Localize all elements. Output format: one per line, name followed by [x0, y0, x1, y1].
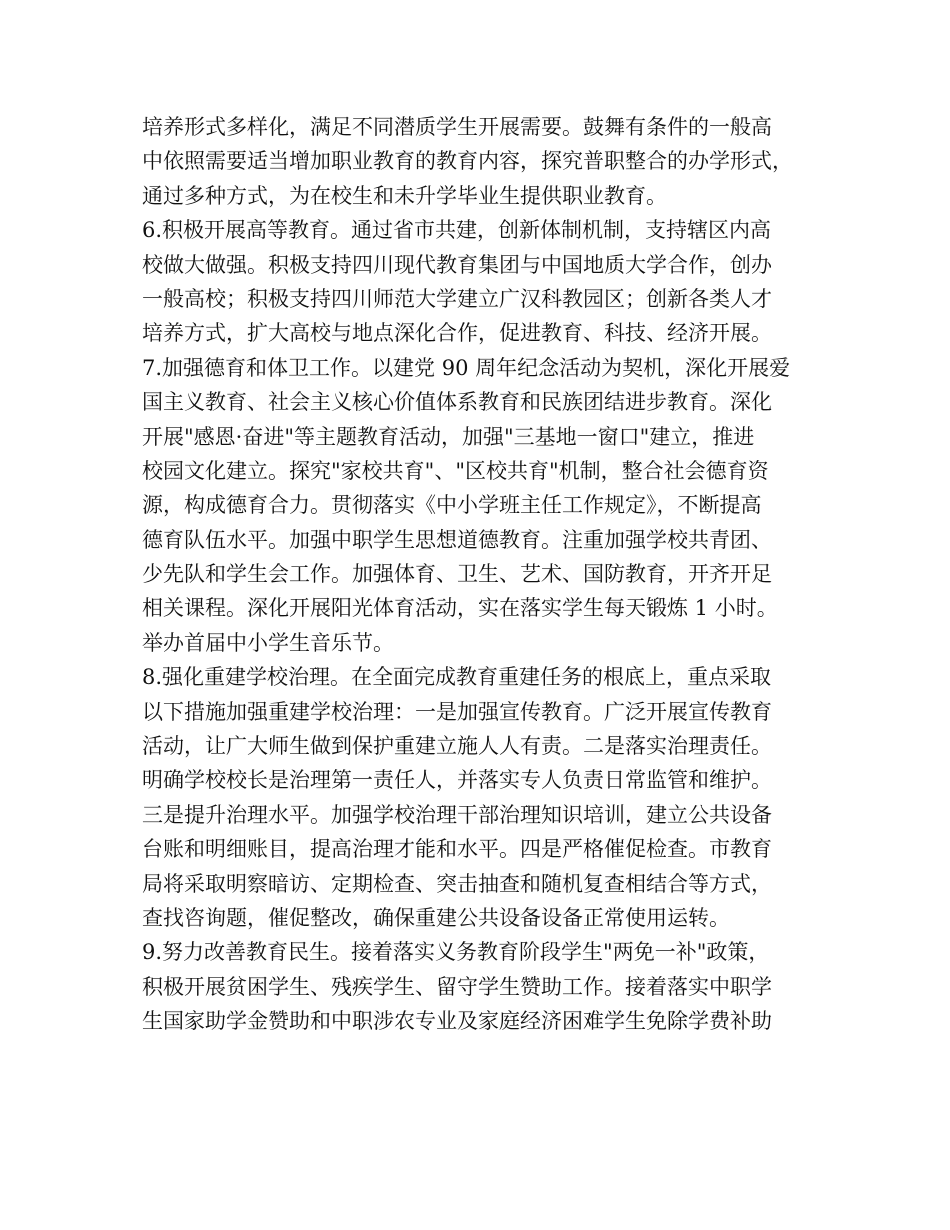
text-line: 少先队和学生会工作。加强体育、卫生、艺术、国防教育，开齐开足	[142, 562, 772, 587]
text-line: 开展"感恩·奋进"等主题教育活动，加强"三基地一窗口"建立，推进	[142, 424, 755, 449]
text-line: 通过多种方式，为在校生和未升学毕业生提供职业教育。	[142, 183, 667, 208]
text-line: 查找咨询题，催促整改，确保重建公共设备设备正常使用运转。	[142, 905, 730, 930]
text-line: 德育队伍水平。加强中职学生思想道德教育。注重加强学校共青团、	[142, 527, 772, 552]
text-line: 生国家助学金赞助和中职涉农专业及家庭经济困难学生免除学费补助	[142, 1009, 772, 1034]
text-line: 以下措施加强重建学校治理：一是加强宣传教育。广泛开展宣传教育	[142, 699, 772, 724]
text-line: 相关课程。深化开展阳光体育活动，实在落实学生每天锻炼 1 小时。	[142, 596, 778, 621]
text-line: 中依照需要适当增加职业教育的教育内容，探究普职整合的办学形式，	[142, 149, 793, 174]
text-line: 9.努力改善教育民生。接着落实义务教育阶段学生"两免一补"政策，	[142, 940, 770, 965]
text-line: 明确学校校长是治理第一责任人，并落实专人负责日常监管和维护。	[142, 768, 772, 793]
text-line: 校做大做强。积极支持四川现代教育集团与中国地质大学合作，创办	[142, 252, 772, 277]
text-line: 源，构成德育合力。贯彻落实《中小学班主任工作规定》，不断提高	[142, 493, 762, 518]
text-line: 国主义教育、社会主义核心价值体系教育和民族团结进步教育。深化	[142, 390, 772, 415]
text-line: 三是提升治理水平。加强学校治理干部治理知识培训，建立公共设备	[142, 802, 772, 827]
document-body	[142, 110, 832, 1039]
text-line: 培养形式多样化，满足不同潜质学生开展需要。鼓舞有条件的一般高	[142, 115, 772, 139]
text-line: 7.加强德育和体卫工作。以建党 90 周年纪念活动为契机，深化开展爱	[142, 355, 791, 380]
text-line: 8.强化重建学校治理。在全面完成教育重建任务的根底上，重点采取	[142, 665, 772, 690]
text-line: 举办首届中小学生音乐节。	[142, 630, 394, 655]
text-line: 积极开展贫困学生、残疾学生、留守学生赞助工作。接着落实中职学	[142, 974, 772, 999]
text-line: 局将采取明察暗访、定期检查、突击抽查和随机复查相结合等方式，	[142, 871, 772, 896]
text-line: 一般高校；积极支持四川师范大学建立广汉科教园区；创新各类人才	[142, 286, 772, 311]
text-line: 培养方式，扩大高校与地点深化合作，促进教育、科技、经济开展。	[142, 321, 772, 346]
text-line: 6.积极开展高等教育。通过省市共建，创新体制机制，支持辖区内高	[142, 218, 772, 243]
text-line: 台账和明细账目，提高治理才能和水平。四是严格催促检查。市教育	[142, 837, 772, 862]
text-line: 活动，让广大师生做到保护重建立施人人有责。二是落实治理责任。	[142, 734, 772, 759]
text-line: 校园文化建立。探究"家校共育"、"区校共育"机制，整合社会德育资	[142, 458, 769, 483]
